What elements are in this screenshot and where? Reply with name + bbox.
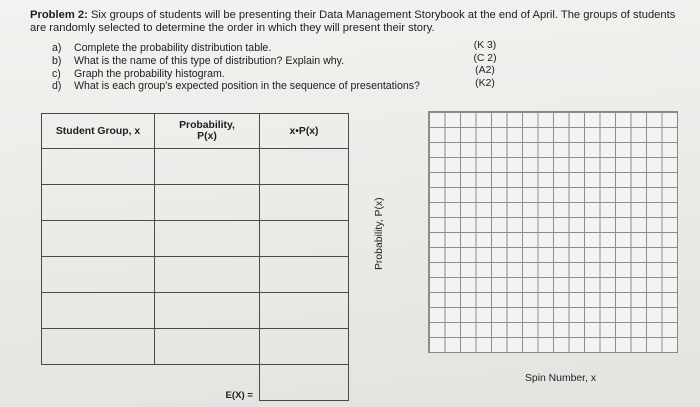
table-row <box>42 185 349 221</box>
table-row <box>42 293 349 329</box>
table-cell[interactable] <box>155 257 260 293</box>
table-cell[interactable] <box>155 293 260 329</box>
part-text: Complete the probability distribution table. <box>74 42 272 54</box>
table-cell[interactable] <box>260 293 349 329</box>
histogram-grid[interactable] <box>428 111 678 353</box>
table-cell[interactable] <box>155 329 260 365</box>
header-student-group: Student Group, x <box>42 114 155 149</box>
table-row <box>42 149 349 185</box>
y-axis-label: Probability, P(x) <box>374 197 385 270</box>
problem-statement <box>30 9 680 34</box>
table-cell[interactable] <box>42 149 155 185</box>
table-cell[interactable] <box>155 185 260 221</box>
part-b <box>52 52 512 68</box>
table-cell[interactable] <box>42 221 155 257</box>
x-axis-label: Spin Number, x <box>525 373 597 384</box>
part-d <box>52 77 512 93</box>
table-cell[interactable] <box>42 257 155 293</box>
table-header-row <box>42 114 349 149</box>
part-text: What is each group's expected position in the sequence of presentations? <box>74 80 420 93</box>
table-cell[interactable] <box>260 329 349 365</box>
header-probability: Probability, P(x) <box>155 114 260 149</box>
mark-code: (K 3) <box>473 40 497 51</box>
expected-value-row <box>42 365 349 401</box>
mark-code: (A2) <box>475 65 495 77</box>
probability-distribution-table <box>41 113 349 401</box>
table-cell[interactable] <box>260 185 349 221</box>
mark-codes <box>470 40 500 90</box>
table-cell[interactable] <box>42 293 155 329</box>
part-label: a) <box>52 42 62 54</box>
part-text: Graph the probability histogram. <box>74 67 225 80</box>
table-row <box>42 329 349 365</box>
expected-value-input[interactable] <box>260 365 349 401</box>
blank-cell <box>42 365 155 401</box>
table-cell[interactable] <box>155 149 260 185</box>
table-cell[interactable] <box>42 329 155 365</box>
problem-text: Six groups of students will be presenting their Data Management Storybook at the end of April. The groups of students are randomly selected to determine the order in which they will present their story. <box>30 9 676 34</box>
table-row <box>42 257 349 293</box>
part-c <box>52 68 512 81</box>
table-cell[interactable] <box>260 149 349 185</box>
mark-code: (C 2) <box>473 52 497 64</box>
table-cell[interactable] <box>260 221 349 257</box>
expected-value-label: E(X) = <box>225 389 253 401</box>
part-text: What is the name of this type of distribution? Explain why. <box>74 54 345 67</box>
mark-code: (K2) <box>475 77 495 89</box>
part-label: d) <box>52 80 62 93</box>
table-row <box>42 221 349 257</box>
table-cell[interactable] <box>155 221 260 257</box>
header-x-times-p: x•P(x) <box>260 114 349 149</box>
problem-parts <box>52 42 512 93</box>
table-cell[interactable] <box>42 185 155 221</box>
part-a <box>52 42 512 55</box>
part-label: c) <box>52 67 61 80</box>
problem-heading: Problem 2: <box>30 9 88 21</box>
part-label: b) <box>52 54 62 67</box>
table-cell[interactable] <box>260 257 349 293</box>
